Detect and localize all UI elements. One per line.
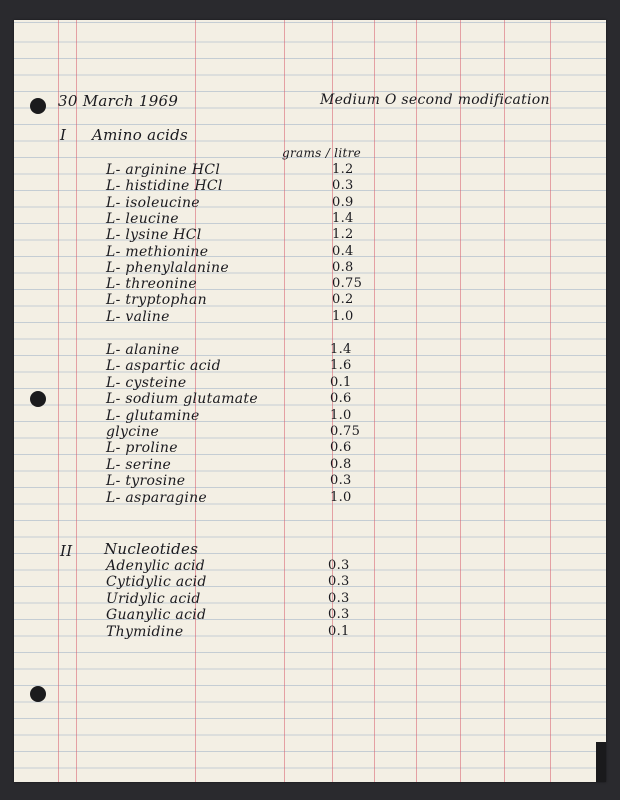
list-item-name: L- threonine	[106, 276, 197, 293]
section-2-heading: Nucleotides	[104, 540, 199, 558]
list-item-name: Uridylic acid	[106, 590, 201, 607]
list-item-name: L- alanine	[106, 342, 180, 358]
list-item-name: L- asparagine	[106, 489, 207, 506]
list-item-value: 0.1	[328, 623, 350, 639]
ruling-line-vertical	[284, 20, 285, 782]
list-item-value: 0.3	[330, 473, 352, 489]
list-item-value: 0.3	[328, 558, 350, 573]
list-item-value: 1.2	[332, 162, 354, 177]
punch-hole-middle	[30, 391, 46, 407]
list-item-value: 1.0	[330, 407, 352, 423]
section-1-heading: Amino acids	[92, 126, 189, 144]
list-item-value: 1.0	[330, 489, 352, 505]
list-item-name: L- lysine HCl	[106, 227, 202, 244]
list-item-name: Cytidylic acid	[106, 574, 207, 591]
medium-title: Medium O second modification	[320, 92, 550, 108]
list-item-name: L- aspartic acid	[106, 358, 221, 375]
list-item-value: 0.3	[328, 574, 350, 590]
punch-hole-top	[30, 98, 46, 114]
list-item-name: L- glutamine	[106, 407, 200, 424]
list-item-name: L- cysteine	[106, 374, 187, 391]
list-item-value: 1.6	[330, 358, 352, 374]
list-item-name: L- valine	[106, 308, 170, 325]
list-item-value: 0.75	[330, 424, 361, 439]
list-item-name: Adenylic acid	[106, 558, 206, 574]
list-item-value: 0.8	[330, 456, 352, 472]
list-item-name: L- serine	[106, 456, 172, 473]
units-header: grams / litre	[282, 146, 362, 160]
list-item-value: 0.6	[330, 391, 352, 407]
notebook-page	[14, 20, 606, 782]
list-item-value: 0.75	[332, 276, 363, 292]
punch-hole-bottom	[30, 686, 46, 702]
section-1-numeral: I	[60, 126, 67, 144]
list-item-name: L- methionine	[106, 243, 209, 260]
list-item-name: L- proline	[106, 440, 178, 457]
list-item-name: L- leucine	[106, 210, 179, 227]
entry-date: 30 March 1969	[58, 92, 179, 110]
ruling-line-vertical	[374, 20, 375, 782]
list-item-value: 0.9	[332, 194, 354, 210]
list-item-value: 0.2	[332, 292, 354, 308]
list-item-value: 0.1	[330, 374, 352, 390]
ruling-line-vertical	[504, 20, 505, 782]
list-item-name: L- isoleucine	[106, 194, 200, 211]
list-item-name: L- arginine HCl	[106, 162, 221, 178]
section-2-numeral: II	[60, 542, 73, 560]
page-corner-shadow	[596, 742, 606, 782]
ruling-line-vertical	[460, 20, 461, 782]
list-item-value: 0.3	[332, 178, 354, 194]
ruling-line-vertical	[58, 20, 59, 782]
ruling-line-vertical	[76, 20, 77, 782]
ruling-line-vertical	[550, 20, 551, 782]
list-item-value: 1.0	[332, 308, 354, 324]
list-item-value: 1.4	[332, 210, 354, 226]
list-item-name: L- tyrosine	[106, 473, 186, 490]
list-item-value: 0.4	[332, 243, 354, 259]
list-item-name: L- histidine HCl	[106, 178, 223, 195]
list-item-value: 0.3	[328, 607, 350, 623]
list-item-name: L- phenylalanine	[106, 259, 229, 276]
list-item-value: 0.8	[332, 259, 354, 275]
list-item-value: 0.3	[328, 590, 350, 606]
ruling-line-vertical	[416, 20, 417, 782]
list-item-value: 0.6	[330, 440, 352, 456]
list-item-name: glycine	[106, 424, 160, 440]
list-item-name: L- sodium glutamate	[106, 391, 258, 408]
list-item-name: Guanylic acid	[106, 607, 207, 624]
list-item-value: 1.2	[332, 227, 354, 243]
list-item-name: Thymidine	[106, 623, 184, 640]
list-item-value: 1.4	[330, 342, 352, 357]
list-item-name: L- tryptophan	[106, 292, 207, 309]
